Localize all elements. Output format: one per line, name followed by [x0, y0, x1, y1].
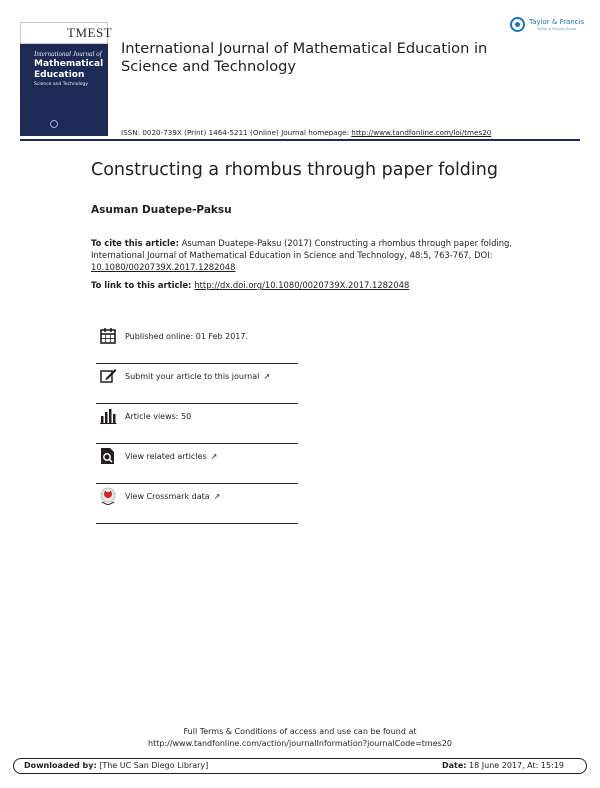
cover-seal-icon [50, 120, 58, 128]
publisher-brand: Taylor & Francis [529, 18, 585, 26]
metric-views [96, 403, 298, 444]
cover-line2b: Education [34, 70, 85, 80]
downloaded-by-label: Downloaded by: [24, 761, 97, 770]
terms-line1: Full Terms & Conditions of access and use can be found at [183, 727, 417, 736]
edit-icon [99, 367, 117, 385]
metric-crossmark-label: View Crossmark data [125, 492, 210, 501]
metric-submit-label: Submit your article to this journal [125, 372, 260, 381]
external-link-icon: ↗ [213, 492, 221, 501]
journal-homepage-link[interactable]: http://www.tandfonline.com/loi/tmes20 [351, 128, 492, 137]
metric-related[interactable] [96, 443, 298, 484]
download-bar [13, 758, 587, 774]
download-date-value: 18 June 2017, At: 15:19 [466, 761, 564, 770]
downloaded-by [24, 761, 208, 770]
article-link[interactable]: http://dx.doi.org/10.1080/0020739X.2017.1282048 [194, 280, 410, 290]
crossmark-icon [99, 487, 117, 505]
article-author: Asuman Duatepe-Paksu [91, 204, 232, 216]
article-link-line [91, 280, 409, 290]
external-link-icon: ↗ [263, 372, 271, 381]
header-divider [20, 139, 580, 141]
publisher-sub: Taylor & Francis Group [537, 27, 577, 31]
download-date-label: Date: [442, 761, 467, 770]
terms-footer [0, 726, 600, 749]
metric-crossmark-text[interactable] [125, 492, 220, 501]
metric-crossmark[interactable] [96, 483, 298, 524]
journal-title-line1: International Journal of Mathematical Education in [121, 40, 488, 57]
metric-published-text: Published online: 01 Feb 2017. [125, 332, 249, 341]
publisher-logo [510, 16, 590, 36]
cover-line2a: Mathematical [34, 59, 104, 69]
citation-label: To cite this article: [91, 238, 179, 248]
download-date [442, 761, 564, 770]
publisher-logo-icon [510, 17, 525, 32]
cover-line2 [34, 59, 103, 81]
citation-text: Asuman Duatepe-Paksu (2017) Constructing a rhombus through paper folding, International Journal of Mathematical Education in Science and Technology, 48:5, 763-767, DOI: [91, 238, 513, 260]
external-link-icon: ↗ [210, 452, 218, 461]
citation-doi-link[interactable]: 10.1080/0020739X.2017.1282048 [91, 261, 236, 272]
cover-line1: International Journal of [34, 50, 102, 58]
article-title: Constructing a rhombus through paper folding [91, 160, 498, 180]
journal-title [121, 40, 501, 76]
link-label: To link to this article: [91, 280, 195, 290]
related-articles-icon [99, 447, 117, 465]
bar-chart-icon [99, 407, 117, 425]
citation-block [91, 238, 521, 273]
cover-line3: Science and Technology [34, 82, 88, 87]
metric-submit[interactable] [96, 363, 298, 404]
cover-tag: TMEST [67, 25, 113, 40]
calendar-icon [99, 327, 117, 345]
metric-related-label: View related articles [125, 452, 207, 461]
issn-line [121, 128, 491, 137]
metric-related-text[interactable] [125, 452, 217, 461]
downloaded-by-value: [The UC San Diego Library] [96, 761, 209, 770]
metric-published [96, 323, 298, 364]
terms-url[interactable]: http://www.tandfonline.com/action/journalInformation?journalCode=tmes20 [148, 738, 452, 748]
cover-header-strip [20, 22, 113, 44]
issn-text: ISSN: 0020-739X (Print) 1464-5211 (Online) Journal homepage: [121, 128, 352, 137]
journal-title-line2: Science and Technology [121, 58, 297, 75]
journal-cover [20, 44, 108, 136]
metric-submit-text[interactable] [125, 372, 270, 381]
metric-views-text: Article views: 50 [125, 412, 192, 421]
